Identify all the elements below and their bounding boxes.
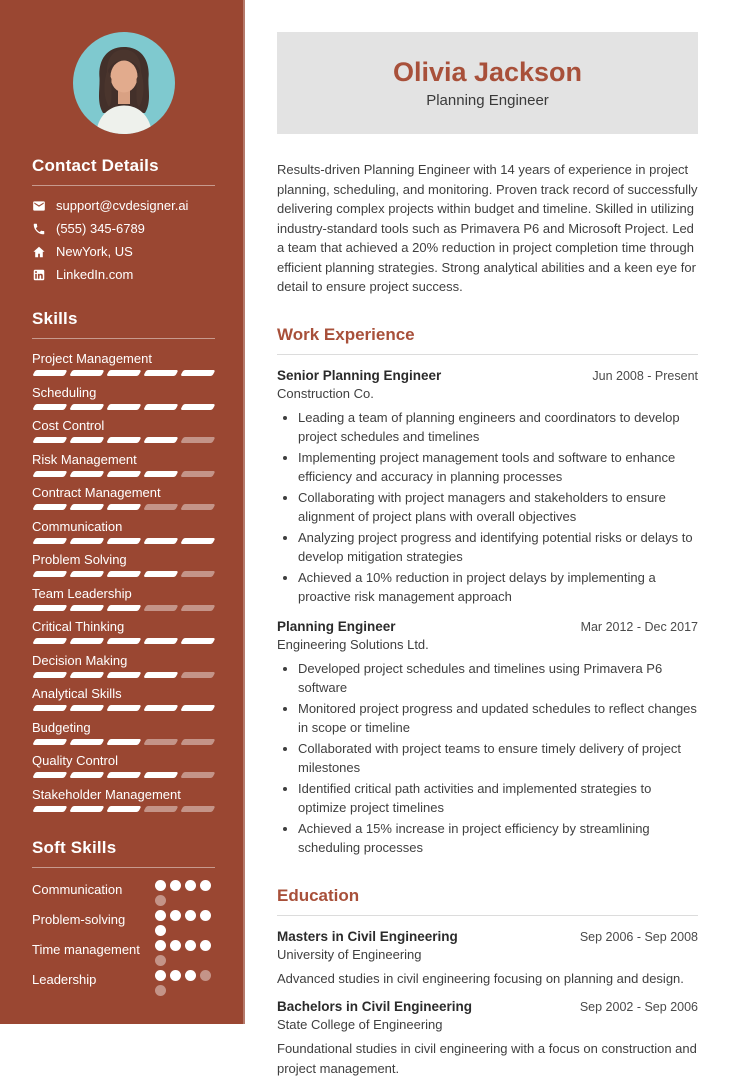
soft-skill-label: Problem-solving (32, 912, 126, 927)
skill-segment (144, 705, 179, 711)
soft-skill-dot (155, 955, 166, 966)
skill-segment (181, 471, 216, 477)
soft-skill-dot (170, 970, 181, 981)
skill-level-bar (32, 471, 215, 477)
skill-segment (33, 739, 68, 745)
job-entry (277, 619, 698, 858)
skill-label: Risk Management (32, 451, 137, 467)
skill-segment (33, 672, 68, 678)
skill-level-bar (32, 806, 215, 812)
skill-item (32, 586, 215, 611)
skill-label: Project Management (32, 351, 152, 366)
contact-section (32, 156, 215, 282)
education-dates: Sep 2002 - Sep 2006 (579, 1000, 698, 1014)
contact-text: NewYork, US (56, 244, 133, 259)
skill-label: Scheduling (32, 384, 97, 400)
skill-segment (181, 772, 216, 778)
skill-segment (144, 605, 179, 611)
soft-skill-dot (185, 880, 196, 891)
soft-skill-dot (170, 910, 181, 921)
skill-item (32, 653, 215, 678)
skill-segment (107, 571, 142, 577)
skill-item (32, 452, 215, 477)
home-icon (32, 245, 46, 259)
soft-skill-dot (155, 880, 166, 891)
contact-heading: Contact Details (32, 156, 159, 175)
skill-segment (107, 705, 142, 711)
skill-segment (144, 538, 179, 544)
skill-label: Communication (32, 518, 123, 534)
skill-segment (181, 806, 216, 812)
main-content (245, 0, 730, 1076)
skill-level-bar (32, 370, 215, 376)
skill-segment (144, 437, 179, 443)
skill-item (32, 485, 215, 510)
skill-segment (70, 806, 105, 812)
skill-segment (181, 605, 216, 611)
languages-list (32, 1065, 215, 1089)
soft-skills-heading: Soft Skills (32, 838, 117, 857)
skill-segment (144, 672, 179, 678)
contact-text: support@cvdesigner.ai (56, 198, 189, 213)
skill-segment (107, 404, 142, 410)
contact-item (32, 267, 215, 282)
skill-segment (181, 370, 216, 376)
skill-segment (70, 571, 105, 577)
contact-text: LinkedIn.com (56, 267, 134, 282)
soft-skill-dots (155, 970, 215, 996)
skills-list (32, 351, 215, 811)
skill-segment (33, 471, 68, 477)
skill-segment (181, 538, 216, 544)
education-list (277, 929, 698, 1079)
soft-skill-dots (155, 940, 215, 966)
soft-skill-dot (155, 895, 166, 906)
skill-segment (144, 370, 179, 376)
skill-item (32, 619, 215, 644)
skill-segment (107, 504, 142, 510)
job-list (277, 368, 698, 858)
job-title: Planning Engineer (277, 618, 396, 634)
linkedin-icon (32, 268, 46, 282)
skill-level-bar (32, 538, 215, 544)
skill-item (32, 753, 215, 778)
soft-skill-dot (170, 880, 181, 891)
soft-skill-dot (155, 970, 166, 981)
work-experience-section (277, 325, 698, 858)
skill-segment (107, 739, 142, 745)
skill-item (32, 552, 215, 577)
skill-segment (181, 404, 216, 410)
skill-segment (144, 739, 179, 745)
skill-segment (107, 605, 142, 611)
skills-section (32, 309, 215, 811)
education-description: Advanced studies in civil engineering focusing on planning and design. (277, 970, 684, 986)
skill-segment (33, 772, 68, 778)
skill-segment (70, 772, 105, 778)
job-header (277, 619, 698, 634)
phone-icon (32, 222, 46, 236)
job-company: Engineering Solutions Ltd. (277, 636, 429, 652)
soft-skill-item (32, 910, 215, 936)
skill-item (32, 787, 215, 812)
divider (277, 915, 698, 916)
soft-skill-dot (200, 910, 211, 921)
education-dates: Sep 2006 - Sep 2008 (579, 929, 698, 944)
divider (32, 338, 215, 339)
job-entry (277, 368, 698, 607)
degree-title: Masters in Civil Engineering (277, 928, 458, 944)
skill-item (32, 418, 215, 443)
language-pill: English (32, 1065, 99, 1089)
skill-label: Contract Management (32, 485, 161, 500)
skill-segment (107, 806, 142, 812)
skill-segment (70, 404, 105, 410)
job-bullet: • Collaborating with project managers and stakeholders to ensure alignment of project plans with overall objectives (298, 488, 698, 527)
skill-level-bar (32, 404, 215, 410)
soft-skill-dot (200, 970, 211, 981)
skill-segment (33, 571, 68, 577)
education-header (277, 929, 698, 944)
skill-segment (33, 504, 68, 510)
skill-segment (70, 605, 105, 611)
skill-label: Budgeting (32, 719, 91, 735)
skill-segment (33, 538, 68, 544)
skill-label: Decision Making (32, 652, 128, 668)
skill-label: Cost Control (32, 418, 105, 433)
skill-segment (70, 638, 105, 644)
skill-segment (33, 404, 68, 410)
skill-segment (144, 638, 179, 644)
skill-item (32, 720, 215, 745)
skill-segment (181, 739, 216, 745)
school-name: University of Engineering (277, 946, 422, 962)
skill-segment (107, 370, 142, 376)
education-entry (277, 929, 698, 989)
job-bullet: • Collaborated with project teams to ensure timely delivery of project milestones (298, 739, 698, 778)
skill-label: Stakeholder Management (32, 786, 181, 802)
job-dates: Mar 2012 - Dec 2017 (580, 619, 698, 634)
skill-label: Analytical Skills (32, 686, 122, 701)
soft-skill-label: Leadership (32, 972, 97, 987)
degree-title: Bachelors in Civil Engineering (277, 999, 473, 1014)
skill-segment (70, 538, 105, 544)
skill-level-bar (32, 705, 215, 711)
skill-label: Quality Control (32, 753, 118, 768)
skill-label: Critical Thinking (32, 619, 125, 634)
professional-summary: Results-driven Planning Engineer with 14 years of experience in project planning, scheduling, and monitoring. Proven track record of successfully delivering complex projects within budget and timeline. Skilled in utilizing industry-standard tools such as Primavera P6 and Microsoft Project. Led a team that achieved a 20% reduction in project completion time through efficient planning strategies. Strong analytical abilities and a keen eye for detail to ensure project success. (277, 162, 698, 294)
skill-segment (144, 504, 179, 510)
education-entry (277, 999, 698, 1078)
skill-segment (70, 739, 105, 745)
skill-segment (181, 672, 216, 678)
skill-segment (70, 705, 105, 711)
person-job-title: Planning Engineer (426, 92, 549, 109)
soft-skill-dots (155, 910, 215, 936)
job-bullet-list (277, 659, 698, 858)
skill-segment (181, 504, 216, 510)
job-company: Construction Co. (277, 385, 374, 401)
contact-list (32, 198, 215, 282)
skill-segment (181, 571, 216, 577)
skill-segment (107, 772, 142, 778)
job-dates: Jun 2008 - Present (592, 368, 698, 383)
skills-heading: Skills (32, 309, 78, 328)
soft-skill-dot (155, 910, 166, 921)
skill-level-bar (32, 739, 215, 745)
job-bullet: • Achieved a 15% increase in project efficiency by streamlining scheduling processes (298, 819, 698, 858)
skill-segment (107, 538, 142, 544)
languages-section (32, 1023, 215, 1089)
skill-level-bar (32, 504, 215, 510)
education-description: Foundational studies in civil engineering with a focus on construction and project management. (277, 1041, 697, 1076)
contact-item (32, 198, 215, 213)
skill-segment (33, 806, 68, 812)
skill-segment (144, 471, 179, 477)
soft-skill-label: Communication (32, 882, 123, 897)
soft-skill-dot (170, 940, 181, 951)
contact-text: (555) 345-6789 (56, 221, 145, 236)
skill-level-bar (32, 772, 215, 778)
skill-segment (181, 705, 216, 711)
skill-segment (33, 370, 68, 376)
job-bullet: • Identified critical path activities and implemented strategies to optimize project timelines (298, 779, 698, 818)
contact-item (32, 244, 215, 259)
job-bullet: • Implementing project management tools and software to enhance efficiency and accuracy in planning processes (298, 448, 698, 487)
soft-skill-dot (155, 985, 166, 996)
skill-item (32, 351, 215, 376)
skill-segment (70, 672, 105, 678)
skill-segment (181, 638, 216, 644)
skill-segment (33, 638, 68, 644)
header-banner (277, 32, 698, 134)
skill-segment (144, 404, 179, 410)
skill-segment (107, 471, 142, 477)
skill-segment (70, 471, 105, 477)
soft-skill-item (32, 880, 215, 906)
soft-skills-section (32, 838, 215, 996)
skill-segment (107, 437, 142, 443)
job-bullet: • Achieved a 10% reduction in project delays by implementing a proactive risk management approach (298, 568, 698, 607)
skill-level-bar (32, 638, 215, 644)
soft-skill-dot (200, 940, 211, 951)
skill-level-bar (32, 571, 215, 577)
skill-segment (144, 772, 179, 778)
divider (277, 354, 698, 355)
soft-skill-dot (185, 940, 196, 951)
skill-segment (107, 672, 142, 678)
job-title: Senior Planning Engineer (277, 367, 442, 383)
work-experience-heading: Work Experience (277, 324, 415, 344)
skill-segment (33, 605, 68, 611)
skill-segment (70, 370, 105, 376)
divider (32, 1052, 215, 1053)
job-bullet: • Leading a team of planning engineers and coordinators to develop project schedules and timelines (298, 408, 698, 447)
skill-segment (70, 437, 105, 443)
job-header (277, 368, 698, 383)
job-bullet: • Monitored project progress and updated schedules to reflect changes in scope or timeline (298, 699, 698, 738)
job-bullet: • Developed project schedules and timelines using Primavera P6 software (298, 659, 698, 698)
soft-skill-dot (155, 925, 166, 936)
skill-level-bar (32, 605, 215, 611)
education-section (277, 886, 698, 1079)
school-name: State College of Engineering (277, 1017, 443, 1032)
skill-label: Problem Solving (32, 552, 127, 567)
avatar-photo (73, 32, 175, 134)
skill-segment (70, 504, 105, 510)
job-bullet-list (277, 408, 698, 607)
languages-heading: Languages (32, 1023, 124, 1042)
person-name: Olivia Jackson (392, 57, 583, 87)
sidebar (0, 0, 245, 1084)
skill-item (32, 519, 215, 544)
skill-level-bar (32, 437, 215, 443)
divider (32, 185, 215, 186)
skill-segment (181, 437, 216, 443)
job-bullet: • Analyzing project progress and identifying potential risks or delays to develop mitigation strategies (298, 528, 698, 567)
skill-label: Team Leadership (32, 585, 132, 601)
avatar (73, 32, 175, 134)
education-heading: Education (277, 885, 360, 905)
soft-skills-list (32, 880, 215, 996)
language-pill: Spanish (107, 1065, 178, 1089)
skill-level-bar (32, 672, 215, 678)
soft-skill-dots (155, 880, 215, 906)
soft-skill-dot (185, 970, 196, 981)
soft-skill-dot (185, 910, 196, 921)
soft-skill-dot (155, 940, 166, 951)
skill-segment (144, 571, 179, 577)
skill-segment (107, 638, 142, 644)
skill-segment (144, 806, 179, 812)
soft-skill-label: Time management (32, 942, 140, 957)
contact-item (32, 221, 215, 236)
skill-segment (33, 705, 68, 711)
skill-item (32, 385, 215, 410)
education-header (277, 999, 698, 1014)
soft-skill-item (32, 970, 215, 996)
soft-skill-item (32, 940, 215, 966)
soft-skill-dot (200, 880, 211, 891)
divider (32, 867, 215, 868)
skill-segment (33, 437, 68, 443)
skill-item (32, 686, 215, 711)
mail-icon (32, 199, 46, 213)
